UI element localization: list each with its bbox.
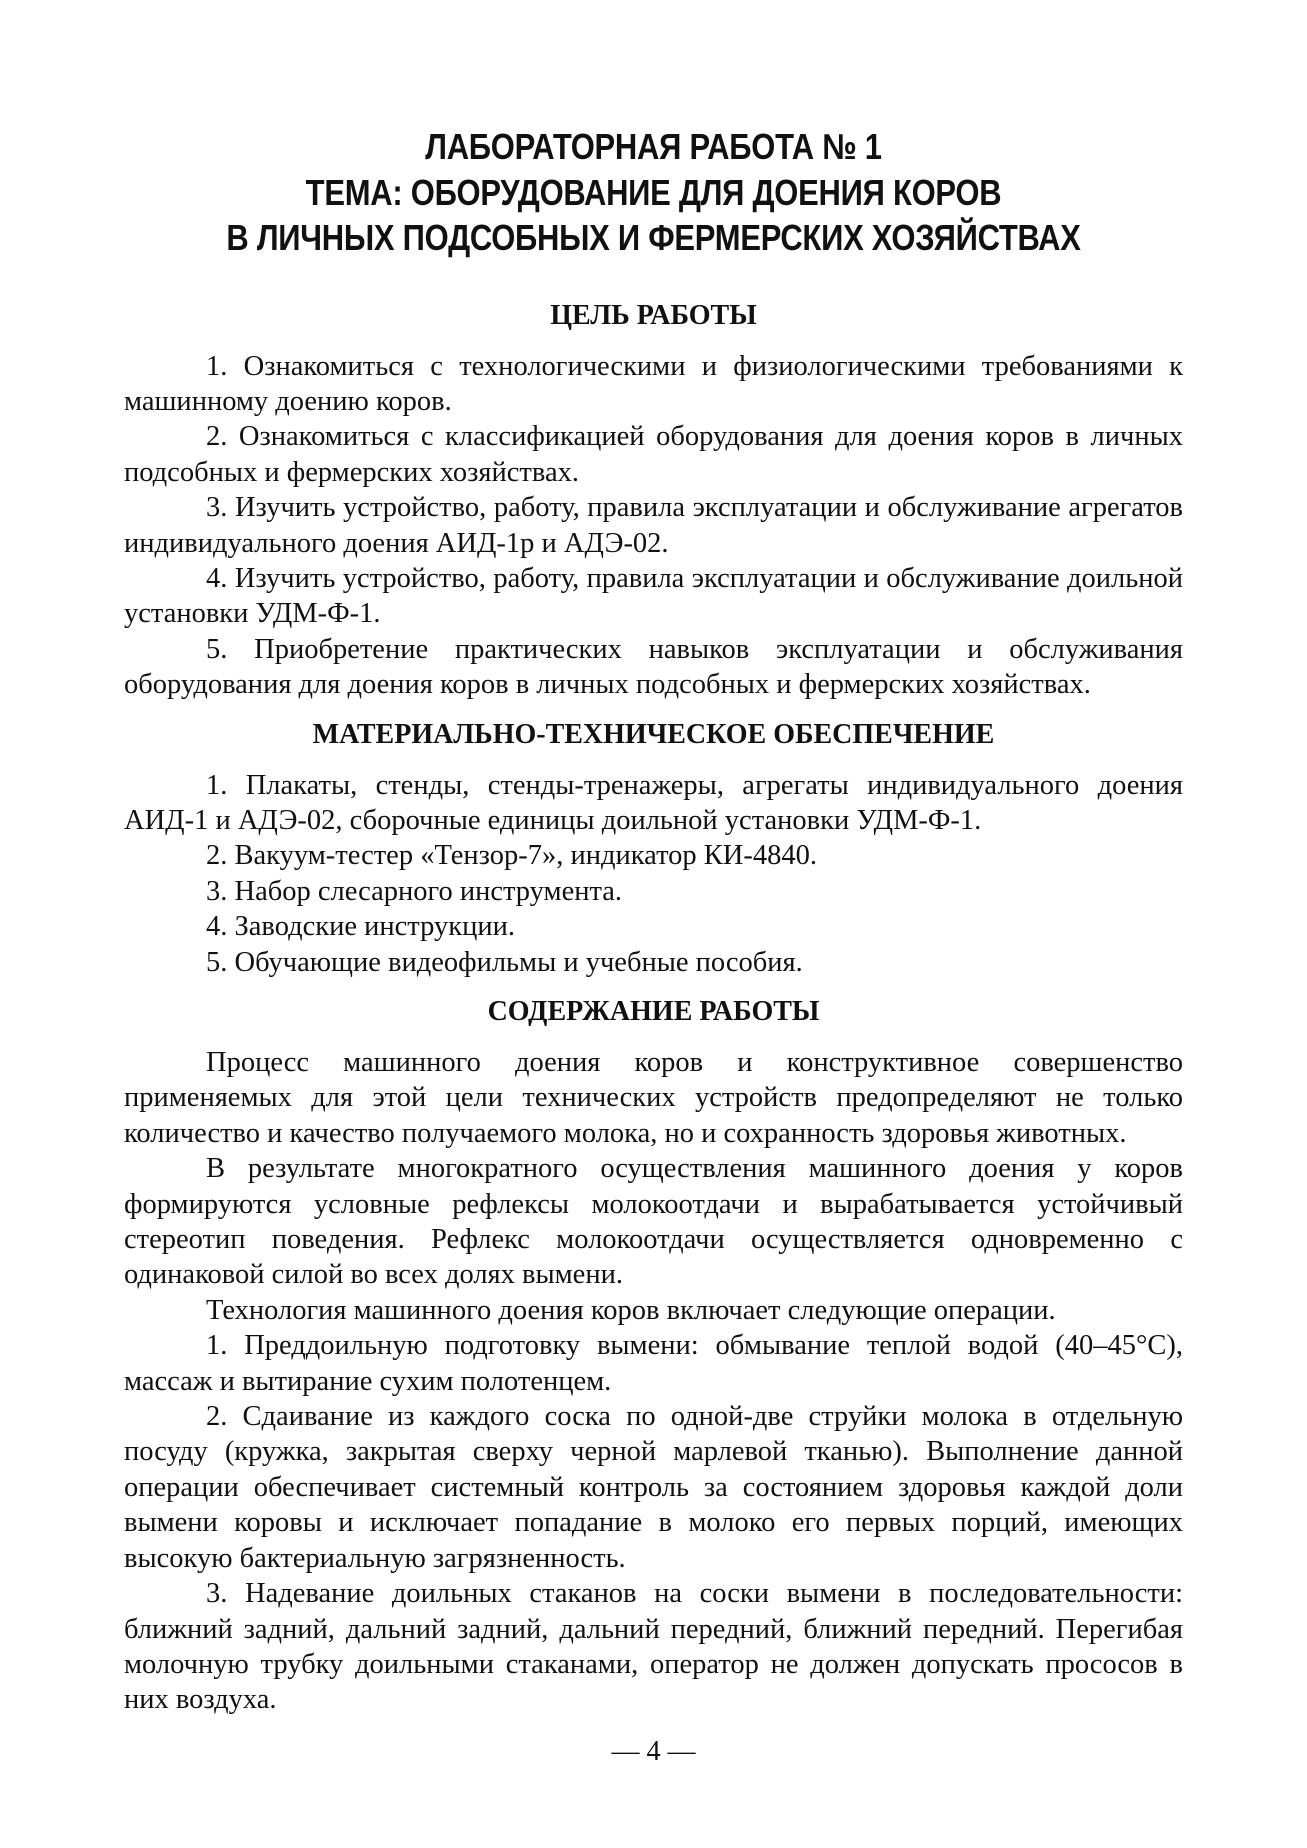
materials-item: 5. Обучающие видеофильмы и учебные пособия. [206, 946, 803, 978]
title-line: ЛАБОРАТОРНАЯ РАБОТА № 1 [425, 126, 882, 167]
title-line: ТЕМА: ОБОРУДОВАНИЕ ДЛЯ ДОЕНИЯ КОРОВ [305, 171, 1002, 213]
content-paragraph: Технология машинного доения коров включает следующие операции. [206, 1294, 1056, 1326]
content-paragraph: В результате многократного осуществления машинного доения у коров формируются условные рефлексы молокоотдачи и вырабатывается устойчивый стереотип поведения. Рефлекс молокоотдачи осуществляется одновременно с одинаковой силой во всех долях вымени. [124, 1153, 1183, 1291]
content-paragraph: Процесс машинного доения коров и конструктивное совершенство применяемых для этой цели технических устройств предопределяют не только количество и качество получаемого молока, но и сохранность здоровья животных. [124, 1047, 1183, 1149]
materials-item: 3. Набор слесарного инструмента. [206, 875, 623, 907]
goal-item: 2. Ознакомиться с классификацией оборудования для доения коров в личных подсобных и фермерских хозяйствах. [124, 421, 1183, 488]
materials-item: 4. Заводские инструкции. [206, 911, 515, 943]
goal-item: 3. Изучить устройство, работу, правила эксплуатации и обслуживание агрегатов индивидуального доения АИД-1р и АДЭ-02. [124, 492, 1183, 559]
page-title [198, 124, 1109, 261]
section-heading-content: СОДЕРЖАНИЕ РАБОТЫ [487, 996, 820, 1027]
content-paragraph: 3. Надевание доильных стаканов на соски вымени в последовательности: ближний задний, дальний задний, дальний передний, ближний передний. Перегибая молочную трубку доильными стаканами, оператор не должен допускать прососов в них воздуха. [124, 1578, 1183, 1716]
content-paragraph: 1. Преддоильную подготовку вымени: обмывание теплой водой (40–45°С), массаж и вытирание сухим полотенцем. [124, 1330, 1183, 1397]
content-paragraph: 2. Сдаивание из каждого соска по одной-две струйки молока в отдельную посуду (кружка, закрытая сверху черной марлевой тканью). Выполнение данной операции обеспечивает системный контроль за состоянием здоровья каждой доли вымени коровы и исключает попадание в молоко его первых порций, имеющих высокую бактериальную загрязненность. [124, 1401, 1183, 1574]
materials-item: 2. Вакуум-тестер «Тензор-7», индикатор КИ-4840. [206, 840, 817, 872]
section-heading-goal: ЦЕЛЬ РАБОТЫ [550, 299, 757, 331]
page-body [124, 124, 1183, 1718]
goal-item: 4. Изучить устройство, работу, правила эксплуатации и обслуживание доильной установки УДМ-Ф-1. [124, 562, 1183, 630]
page-number: — 4 — [611, 1736, 696, 1767]
goal-item: 5. Приобретение практических навыков эксплуатации и обслуживания оборудования для доения коров в личных подсобных и фермерских хозяйствах. [124, 633, 1183, 701]
materials-item: 1. Плакаты, стенды, стенды-тренажеры, агрегаты индивидуального доения АИД-1 и АДЭ-02, сборочные единицы доильной установки УДМ-Ф-1. [124, 769, 1183, 836]
title-line: В ЛИЧНЫХ ПОДСОБНЫХ И ФЕРМЕРСКИХ ХОЗЯЙСТВАХ [226, 217, 1081, 258]
section-heading-materials: МАТЕРИАЛЬНО-ТЕХНИЧЕСКОЕ ОБЕСПЕЧЕНИЕ [312, 718, 995, 750]
goal-item: 1. Ознакомиться с технологическими и физиологическими требованиями к машинному доению коров. [124, 350, 1183, 417]
